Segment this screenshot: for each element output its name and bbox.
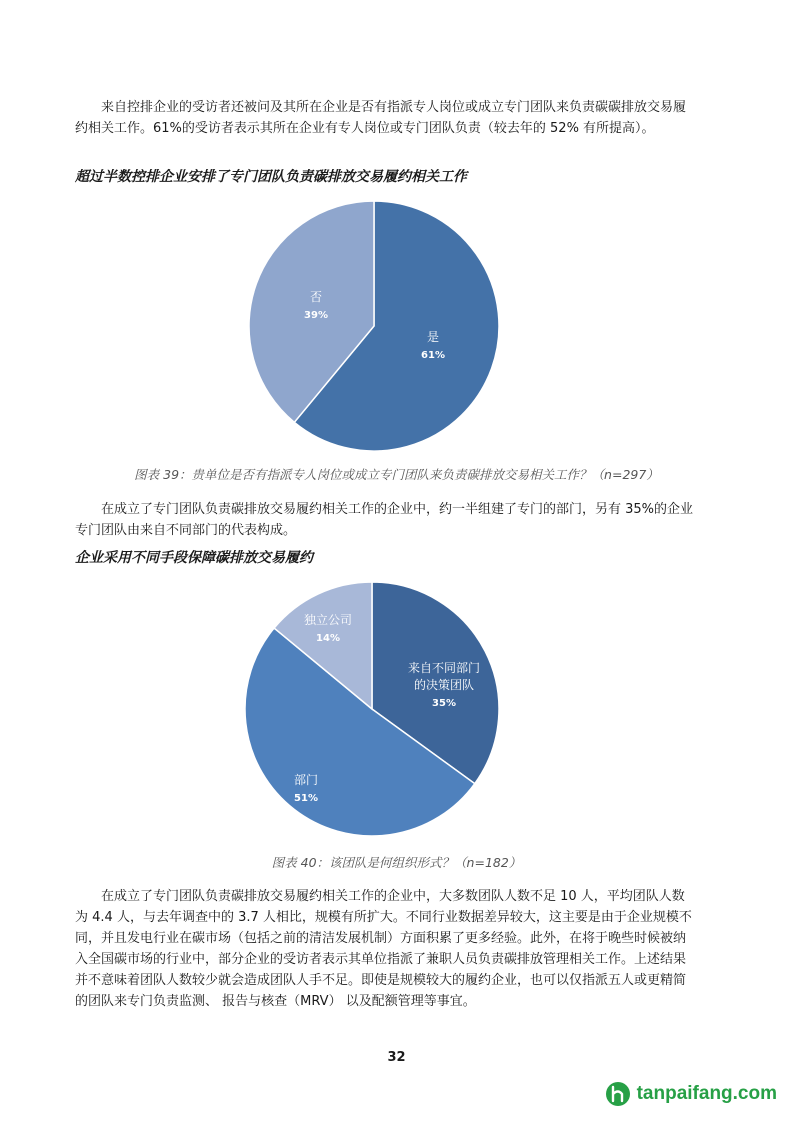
watermark-text: tanpaifang.com xyxy=(636,1083,777,1104)
slice-label: 否 xyxy=(309,290,323,304)
pie-chart-39 xyxy=(249,201,499,451)
watermark xyxy=(605,1078,777,1110)
intro-paragraph: 来自控排企业的受访者还被问及其所在企业是否有指派专人岗位或成立专门团队来负责碳碳排放交易履约相关工作。61%的受访者表示其所在企业有专人岗位或专门团队负责（较去年的 52% 有所提高）。 xyxy=(75,100,687,136)
slice-label: 来自不同部门 xyxy=(407,661,481,675)
chart-39-heading: 超过半数控排企业安排了专门团队负责碳排放交易履约相关工作 xyxy=(75,169,467,185)
slice-label: 部门 xyxy=(293,773,319,787)
chart-39-caption: 图表 39：贵单位是否有指派专人岗位或成立专门团队来负责碳排放交易相关工作？（n=297） xyxy=(134,467,659,482)
slice-label: 独立公司 xyxy=(303,613,353,627)
slice-percentage: 61% xyxy=(421,350,445,361)
team-size-paragraph: 在成立了专门团队负责碳排放交易履约相关工作的企业中，大多数团队人数不足 10 人，平均团队人数为 4.4 人，与去年调查中的 3.7 人相比，规模有所扩大。不同行业数据差异较大，这主要是由于企业规模不同，并且发电行业在碳市场（包括之前的清洁发展机制）方面积累了更多经验。此外，在将于晚些时候被纳入全国碳市场的行业中，部分企业的受访者表示其单位指派了兼职人员负责碳排放管理相关工作。上述结果并不意味着团队人数较少就会造成团队人手不足。即使是规模较大的履约企业，也可以仅指派五人或更精简的团队来专门负责监测、 报告与核查（MRV） 以及配额管理等事宜。 xyxy=(75,889,692,1009)
tanpaifang-logo-icon xyxy=(605,1081,631,1107)
chart-40-caption: 图表 40：该团队是何组织形式？（n=182） xyxy=(271,855,522,870)
page-number: 32 xyxy=(387,1050,406,1065)
slice-label: 的决策团队 xyxy=(413,678,475,692)
chart-40-heading: 企业采用不同手段保障碳排放交易履约 xyxy=(75,550,313,566)
team-structure-paragraph: 在成立了专门团队负责碳排放交易履约相关工作的企业中，约一半组建了专门的部门，另有 35%的企业专门团队由来自不同部门的代表构成。 xyxy=(75,502,694,538)
pie-chart-40 xyxy=(245,582,499,836)
slice-percentage: 35% xyxy=(432,698,456,709)
slice-percentage: 39% xyxy=(304,310,328,321)
slice-percentage: 51% xyxy=(294,793,318,804)
slice-label: 是 xyxy=(426,330,440,344)
slice-percentage: 14% xyxy=(316,633,340,644)
